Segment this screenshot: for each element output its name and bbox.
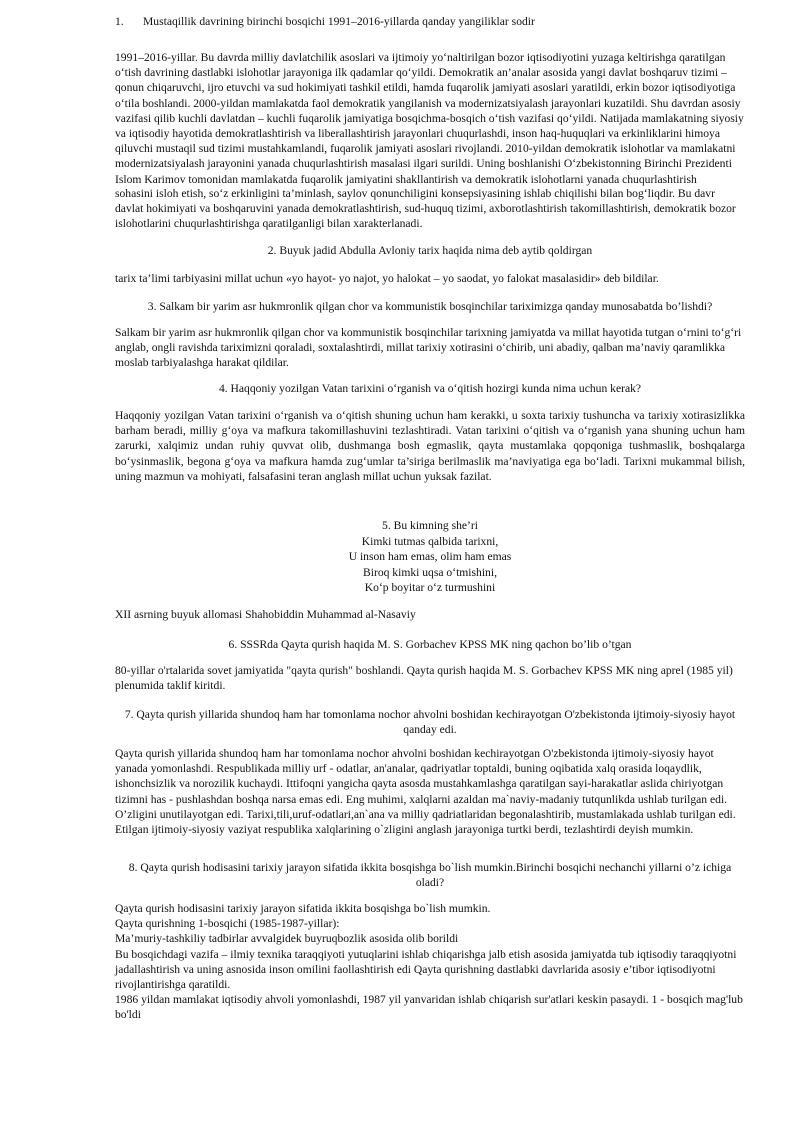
question-7-title: 7. Qayta qurish yillarida shundoq ham har tomonlama nochor ahvolni boshidan kechirayotgan O'zbekistonda ijtimoiy-siyosiy hayot qanday edi. [124, 708, 736, 737]
question-4-answer: Haqqoniy yozilgan Vatan tarixini o‘rganish va o‘qitish shuning uchun ham kerakki, u soxta tarixiy tushuncha va tarixiy xotirasizlikka barham beradi, milliy g‘oya va mafkura takomillashuvini tezlashtiradi. Vatan tarixini o‘qitish va o‘rganish yana shuning uchun ham zarurki, xalqimiz undan ruhiy quvvat olib, dushmanga bosh egmaslik, qayta mustamlaka qopqoniga tushmaslik, boshqalarga bo‘ysinmaslik, begona g‘oya va mafkura hamda zug‘umlar ta’siriga berilmaslik ma’naviyatiga ega bo‘ladi. Tarixni mukammal bilish, uning mazmun va mohiyati, falsafasini teran anglash millat uchun yuksak fazilat. [115, 409, 745, 483]
question-3-title: 3. Salkam bir yarim asr hukmronlik qilgan chor va kommunistik bosqinchilar tariximizga qanday munosabatda bo’lishdi? [147, 300, 713, 313]
question-5-title: 5. Bu kimning she’ri [382, 519, 478, 532]
question-2-title: 2. Buyuk jadid Abdulla Avloniy tarix haqida nima deb aytib qoldirgan [267, 244, 593, 257]
question-8-line-1: Qayta qurish hodisasini tarixiy jarayon sifatida ikkita bosqishga bo`lish mumkin. [115, 902, 491, 915]
question-1-answer-continued: sohasini isloh etish, so‘z erkinligini ta’minlash, saylov qonunchiligini konsepsiyasining ishlab chiqilishi bilan bog‘liqdir. Bu davr davlat hokimiyati va boshqaruvini yanada demokratlashtirish, sud-huquq tizimi, axborotlashtirish takomillashtirish, demokratik bozor islohotlarini chuqurlashtirishga qaratilganligi bilan xarakterlanadi. [115, 187, 736, 231]
poem-line-3: Biroq kimki uqsa o‘tmishini, [363, 565, 497, 579]
question-5-answer: XII asrning buyuk allomasi Shahobiddin Muhammad al-Nasaviy [115, 608, 416, 621]
question-1-title [115, 14, 535, 29]
question-1-answer: 1991–2016-yillar. Bu davrda milliy davlatchilik asoslari va ijtimoiy yo‘naltirilgan bozor iqtisodiyotini yuzaga keltirishga qaratilgan o‘tish davrining dastlabki islohotlar jarayoniga ilk qadamlar qo‘yildi. Demokratik an’analar asosida yangi davlat boshqaruv tizimi – qonun chiqaruvchi, ijro etuvchi va sud hokimiyati tashkil etildi, hamda fuqarolik jamiyati asoslari yaratildi, erkin bozor iqtisodiyotiga o‘tila boshlandi. 2000-yildan mamlakatda faol demokratik yangilanish va modernizatsiyalash jarayonlari kuzatildi. Shu davrdan asosiy vazifasi qilib kuchli davlatdan – kuchli fuqarolik jamiyatiga bosqichma-bosqich o‘tish vazifasi qo‘yildi. Natijada mamlakatning siyosiy va iqtisodiy hayotida demokratlashtirish va liberallashtirish jarayonlari chuqurlashdi, inson haq-huquqlari va erkinliklarini himoya qiluvchi mustaqil sud tizimi mustahkamlandi, fuqarolik jamiyati asoslari rivojlandi. 2010-yildan demokratik islohotlar va mamlakatni modernizatsiyalash jarayonini yanada chuqurlashtirish masalasi ilgari surildi. Uning boshlanishi O‘zbekistonning Birinchi Prezidenti Islom Karimov tomonidan mamlakatda fuqarolik jamiyatini shakllantirish va demokratik islohotlarni yanada chuqurlashtirish [115, 51, 744, 186]
question-2-answer: tarix ta’limi tarbiyasini millat uchun «yo hayot- yo najot, yo halokat – yo saodat, yo falokat masalasidir» deb bildilar. [115, 272, 659, 285]
question-4-title: 4. Haqqoniy yozilgan Vatan tarixini o‘rganish va o‘qitish hozirgi kunda nima uchun kerak? [218, 382, 642, 395]
question-8-line-3: Ma’muriy-tashkiliy tadbirlar avvalgidek buyruqbozlik asosida olib borildi [115, 932, 459, 946]
question-1-text: Mustaqillik davrining birinchi bosqichi 1991–2016-yillarda qanday yangiliklar sodir [143, 15, 535, 28]
question-6-title: 6. SSSRda Qayta qurish haqida M. S. Gorbachev KPSS MK ning qachon bo’lib o’tgan [228, 638, 632, 651]
question-7-answer: Qayta qurish yillarida shundoq ham har tomonlama nochor ahvolni boshidan kechirayotgan O'zbekistonda ijtimoiy-siyosiy hayot yanada yomonlashdi. Respublikada milliy urf - odatlar, an'analar, qadriyatlar toptaldi, buning oqibatida xalq orasida loqaydlik, ishonchsizlik va norozilik kuchaydi. Ittifoqni yangicha qayta asosda mustahkamlashga qaratilgan sayi-harakatlar aslida chiriyotgan tizimni has - pushlashdan boshqa narsa emas edi. Eng muhimi, xalqlarni azaldan ma`naviy-madaniy tutqunlikda ushlab turilgan edi. O’zligini unutilayotgan edi. Tarixi,tili,uruf-odatlari,an`ana va milliy qadriatlaridan begonalashtirib, mustamlakada ushlab turilgan edi. Etilgan ijtimoiy-siyosiy vaziyat respublika xalqlarining o`zligini anglash jarayoniga turtki berdi, tezlashtirdi deyish mumkin. [115, 747, 736, 837]
poem-line-2: U inson ham emas, olim ham emas [348, 550, 512, 564]
question-6-answer: 80-yillar o'rtalarida sovet jamiyatida "qayta qurish" boshlandi. Qayta qurish haqida M. S. Gorbachev KPSS MK ning aprel (1985 yil) plenumida taklif kiritdi. [115, 664, 733, 693]
question-8-line-4: Bu bosqichdagi vazifa – ilmiy texnika taraqqiyoti yutuqlarini ishlab chiqarishga jalb etish asosida jamiyatda tub iqtisodiy taraqqiyotni jadallashtirish va uning asnosida inson omilini faollashtirish edi Qayta qurishning dastlabki davrlarida asosiy e’tibor iqtisodiyotni rivojlantirishga qaratildi. [115, 947, 737, 992]
poem-line-4: Ko‘p boyitar o‘z turmushini [364, 581, 496, 595]
question-5-block [115, 518, 745, 596]
poem-line-1: Kimki tutmas qalbida tarixni, [361, 534, 499, 548]
question-8-answer [115, 901, 745, 1023]
question-3-answer: Salkam bir yarim asr hukmronlik qilgan chor va kommunistik bosqinchilar tarixning jamiyatda va millat hayotida tutgan o‘rnini to‘g‘ri anglab, ongli ravishda tariximizni qoraladi, soxtalashtirdi, millat tarixiy xotirasini o‘chirib, uni abadiy, qalban ma’naviy qaramlikka moslab tarbiyalashga harakat qildilar. [115, 326, 742, 370]
question-8-line-5: 1986 yildan mamlakat iqtisodiy ahvoli yomonlashdi, 1987 yil yanvaridan ishlab chiqarish sur'atlari keskin pasaydi. 1 - bosqich mag'lub bo'ldi [115, 993, 743, 1022]
question-1-number: 1. [115, 15, 124, 28]
question-8-title: 8. Qayta qurish hodisasini tarixiy jarayon sifatida ikkita bosqishga bo`lish mumkin.Birinchi bosqichi nechanchi yillarni o’z ichiga oladi? [128, 861, 732, 890]
question-8-line-2: Qayta qurishning 1-bosqichi (1985-1987-yillar): [115, 917, 340, 931]
